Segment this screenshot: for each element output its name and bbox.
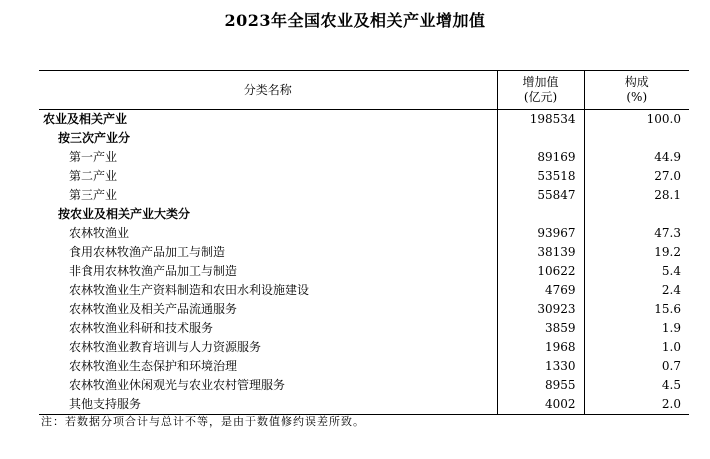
header-value-unit: (亿元) (523, 90, 558, 104)
header-share (584, 71, 689, 110)
row-share: 28.1 (584, 186, 689, 205)
value-added-table (39, 70, 689, 415)
row-share: 19.2 (584, 243, 689, 262)
row-category-name: 第一产业 (69, 150, 118, 164)
row-share: 4.5 (584, 376, 689, 395)
row-share: 47.3 (584, 224, 689, 243)
row-value: 55847 (497, 186, 584, 205)
row-share: 27.0 (584, 167, 689, 186)
row-value: 4769 (497, 281, 584, 300)
row-share: 1.0 (584, 338, 689, 357)
row-category-name: 农林牧渔业 (69, 226, 130, 240)
row-value: 89169 (497, 148, 584, 167)
table-row (39, 243, 689, 262)
row-category-name: 第二产业 (69, 169, 118, 183)
row-category-name: 农林牧渔业科研和技术服务 (69, 321, 214, 335)
row-category-name: 农业及相关产业 (43, 112, 128, 126)
row-value: 4002 (497, 395, 584, 415)
table-row (39, 110, 689, 130)
row-value: 93967 (497, 224, 584, 243)
row-share (584, 129, 689, 148)
table-row (39, 224, 689, 243)
table-body (39, 110, 689, 415)
row-value: 1330 (497, 357, 584, 376)
row-value: 1968 (497, 338, 584, 357)
footnote: 注：若数据分项合计与总计不等，是由于数值修约误差所致。 (41, 415, 365, 428)
row-share: 2.0 (584, 395, 689, 415)
row-value (497, 205, 584, 224)
table-row (39, 205, 689, 224)
row-share: 44.9 (584, 148, 689, 167)
table-row (39, 376, 689, 395)
row-value: 30923 (497, 300, 584, 319)
row-value: 10622 (497, 262, 584, 281)
row-share (584, 205, 689, 224)
table-row (39, 262, 689, 281)
header-share-label: 构成 (624, 75, 649, 89)
row-share: 1.9 (584, 319, 689, 338)
table-row (39, 395, 689, 415)
row-category-name: 农林牧渔业生产资料制造和农田水利设施建设 (69, 283, 310, 297)
row-category-name: 其他支持服务 (39, 395, 497, 415)
row-category-name: 按三次产业分 (58, 131, 131, 145)
row-category-name: 农林牧渔业生态保护和环境治理 (69, 359, 238, 373)
row-category-name: 非食用农林牧渔产品加工与制造 (69, 264, 238, 278)
row-category-name: 食用农林牧渔产品加工与制造 (69, 245, 226, 259)
table-row (39, 281, 689, 300)
table-row (39, 300, 689, 319)
header-category: 分类名称 (39, 71, 497, 110)
row-category-name: 农林牧渔业教育培训与人力资源服务 (69, 340, 262, 354)
table-row (39, 167, 689, 186)
row-share: 2.4 (584, 281, 689, 300)
row-category-name: 农林牧渔业及相关产品流通服务 (69, 302, 238, 316)
row-value: 198534 (497, 110, 584, 130)
row-value (497, 129, 584, 148)
row-value: 38139 (497, 243, 584, 262)
row-category-name: 按农业及相关产业大类分 (58, 207, 191, 221)
row-share: 0.7 (584, 357, 689, 376)
header-value-label: 增加值 (522, 75, 559, 89)
table-row (39, 186, 689, 205)
row-value: 8955 (497, 376, 584, 395)
header-value (497, 71, 584, 110)
row-value: 53518 (497, 167, 584, 186)
table-header-row (39, 71, 689, 110)
row-category-name: 第三产业 (69, 188, 118, 202)
table-row (39, 319, 689, 338)
row-value: 3859 (497, 319, 584, 338)
table-row (39, 129, 689, 148)
row-share: 15.6 (584, 300, 689, 319)
row-share: 5.4 (584, 262, 689, 281)
header-share-unit: (%) (626, 90, 648, 104)
table-row (39, 148, 689, 167)
page-title: 2023年全国农业及相关产业增加值 (224, 11, 486, 30)
table-row (39, 357, 689, 376)
row-share: 100.0 (584, 110, 689, 130)
row-category-name: 农林牧渔业休闲观光与农业农村管理服务 (69, 378, 286, 392)
table-row (39, 338, 689, 357)
